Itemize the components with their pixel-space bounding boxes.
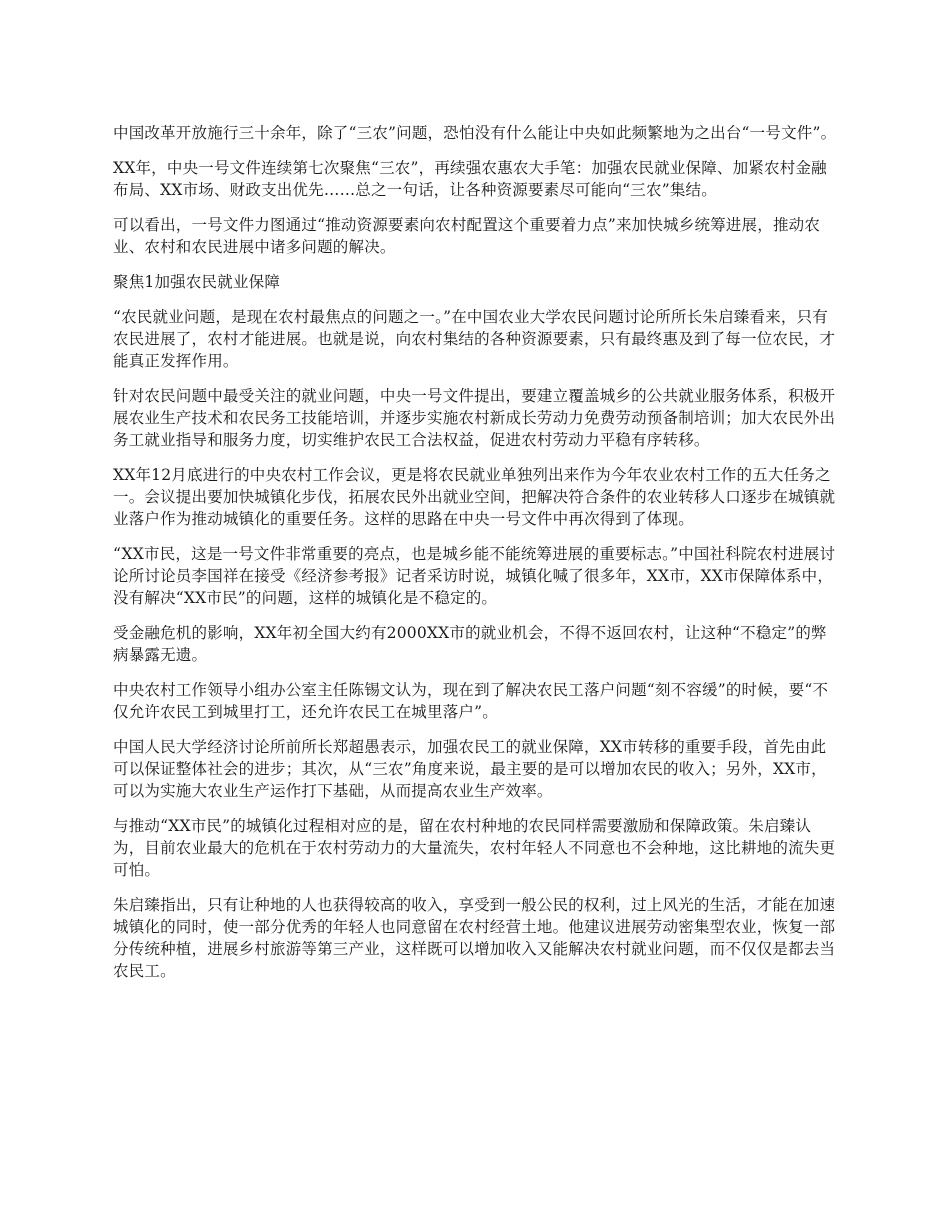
paragraph-work-conference: XX年12月底进行的中央农村工作会议，更是将农民就业单独列出来作为今年农业农村工作的五大任务之一。会议提出要加快城镇化步伐，拓展农民外出就业空间，把解决符合条件的农业转移人口逐步在城镇就业落户作为推动城镇化的重要任务。这样的思路在中央一号文件中再次得到了体现。	[113, 466, 836, 528]
paragraph-employment-policy: 针对农民问题中最受关注的就业问题，中央一号文件提出，要建立覆盖城乡的公共就业服务体系，积极开展农业生产技术和农民务工技能培训，并逐步实施农村新成长劳动力免费劳动预备制培训；加大农民外出务工就业指导和服务力度，切实维护农民工合法权益，促进农村劳动力平稳有序转移。	[113, 387, 836, 449]
paragraph-farmers-incentive: 与推动“XX市民”的城镇化过程相对应的是，留在农村种地的农民同样需要激励和保障政策。朱启臻认为，目前农业最大的危机在于农村劳动力的大量流失，农村年轻人不同意也不会种地，这比耕地的流失更可怕。	[113, 817, 836, 879]
paragraph-zhu-suggestion: 朱启臻指出，只有让种地的人也获得较高的收入，享受到一般公民的权利，过上风光的生活，才能在加速城镇化的同时，使一部分优秀的年轻人也同意留在农村经营土地。他建议进展劳动密集型农业，恢复一部分传统种植，进展乡村旅游等第三产业，这样既可以增加收入又能解决农村就业问题，而不仅仅是都去当农民工。	[113, 896, 836, 980]
paragraph-quote-zhu: “农民就业问题，是现在农村最焦点的问题之一。”在中国农业大学农民问题讨论所所长朱启臻看来，只有农民进展了，农村才能进展。也就是说，向农村集结的各种资源要素，只有最终惠及到了每一位农民，才能真正发挥作用。	[113, 308, 836, 370]
paragraph-quote-li: “XX市民，这是一号文件非常重要的亮点，也是城乡能不能统筹进展的重要标志。”中国社科院农村进展讨论所讨论员李国祥在接受《经济参考报》记者采访时说，城镇化喊了很多年，XX市，XX市保障体系中，没有解决“XX市民”的问题，这样的城镇化是不稳定的。	[113, 545, 836, 607]
paragraph-chen-xiwen: 中央农村工作领导小组办公室主任陈锡文认为，现在到了解决农民工落户问题“刻不容缓”的时候，要“不仅允许农民工到城里打工，还允许农民工在城里落户”。	[113, 681, 829, 721]
paragraph-summary: XX年，中央一号文件连续第七次聚焦“三农”，再续强农惠农大手笔：加强农民就业保障、加紧农村金融布局、XX市场、财政支出优先……总之一句话，让各种资源要素尽可能向“三农”集结。	[113, 159, 827, 199]
document-body	[113, 122, 839, 995]
section-heading-1: 聚焦1加强农民就业保障	[113, 273, 281, 291]
paragraph-intro: 中国改革开放施行三十余年，除了“三农”问题，恐怕没有什么能让中央如此频繁地为之出台“一号文件”。	[113, 124, 837, 142]
paragraph-financial-crisis: 受金融危机的影响，XX年初全国大约有2000XX市的就业机会，不得不返回农村，让这种“不稳定”的弊病暴露无遗。	[113, 624, 827, 664]
paragraph-zheng-chaoyu: 中国人民大学经济讨论所前所长郑超愚表示，加强农民工的就业保障，XX市转移的重要手段，首先由此可以保证整体社会的进步；其次，从“三农”角度来说，最主要的是可以增加农民的收入；另外，XX市，可以为实施大农业生产运作打下基础，从而提高农业生产效率。	[113, 738, 827, 800]
paragraph-purpose: 可以看出，一号文件力图通过“推动资源要素向农村配置这个重要着力点”来加快城乡统筹进展，推动农业、农村和农民进展中诸多问题的解决。	[113, 216, 821, 256]
